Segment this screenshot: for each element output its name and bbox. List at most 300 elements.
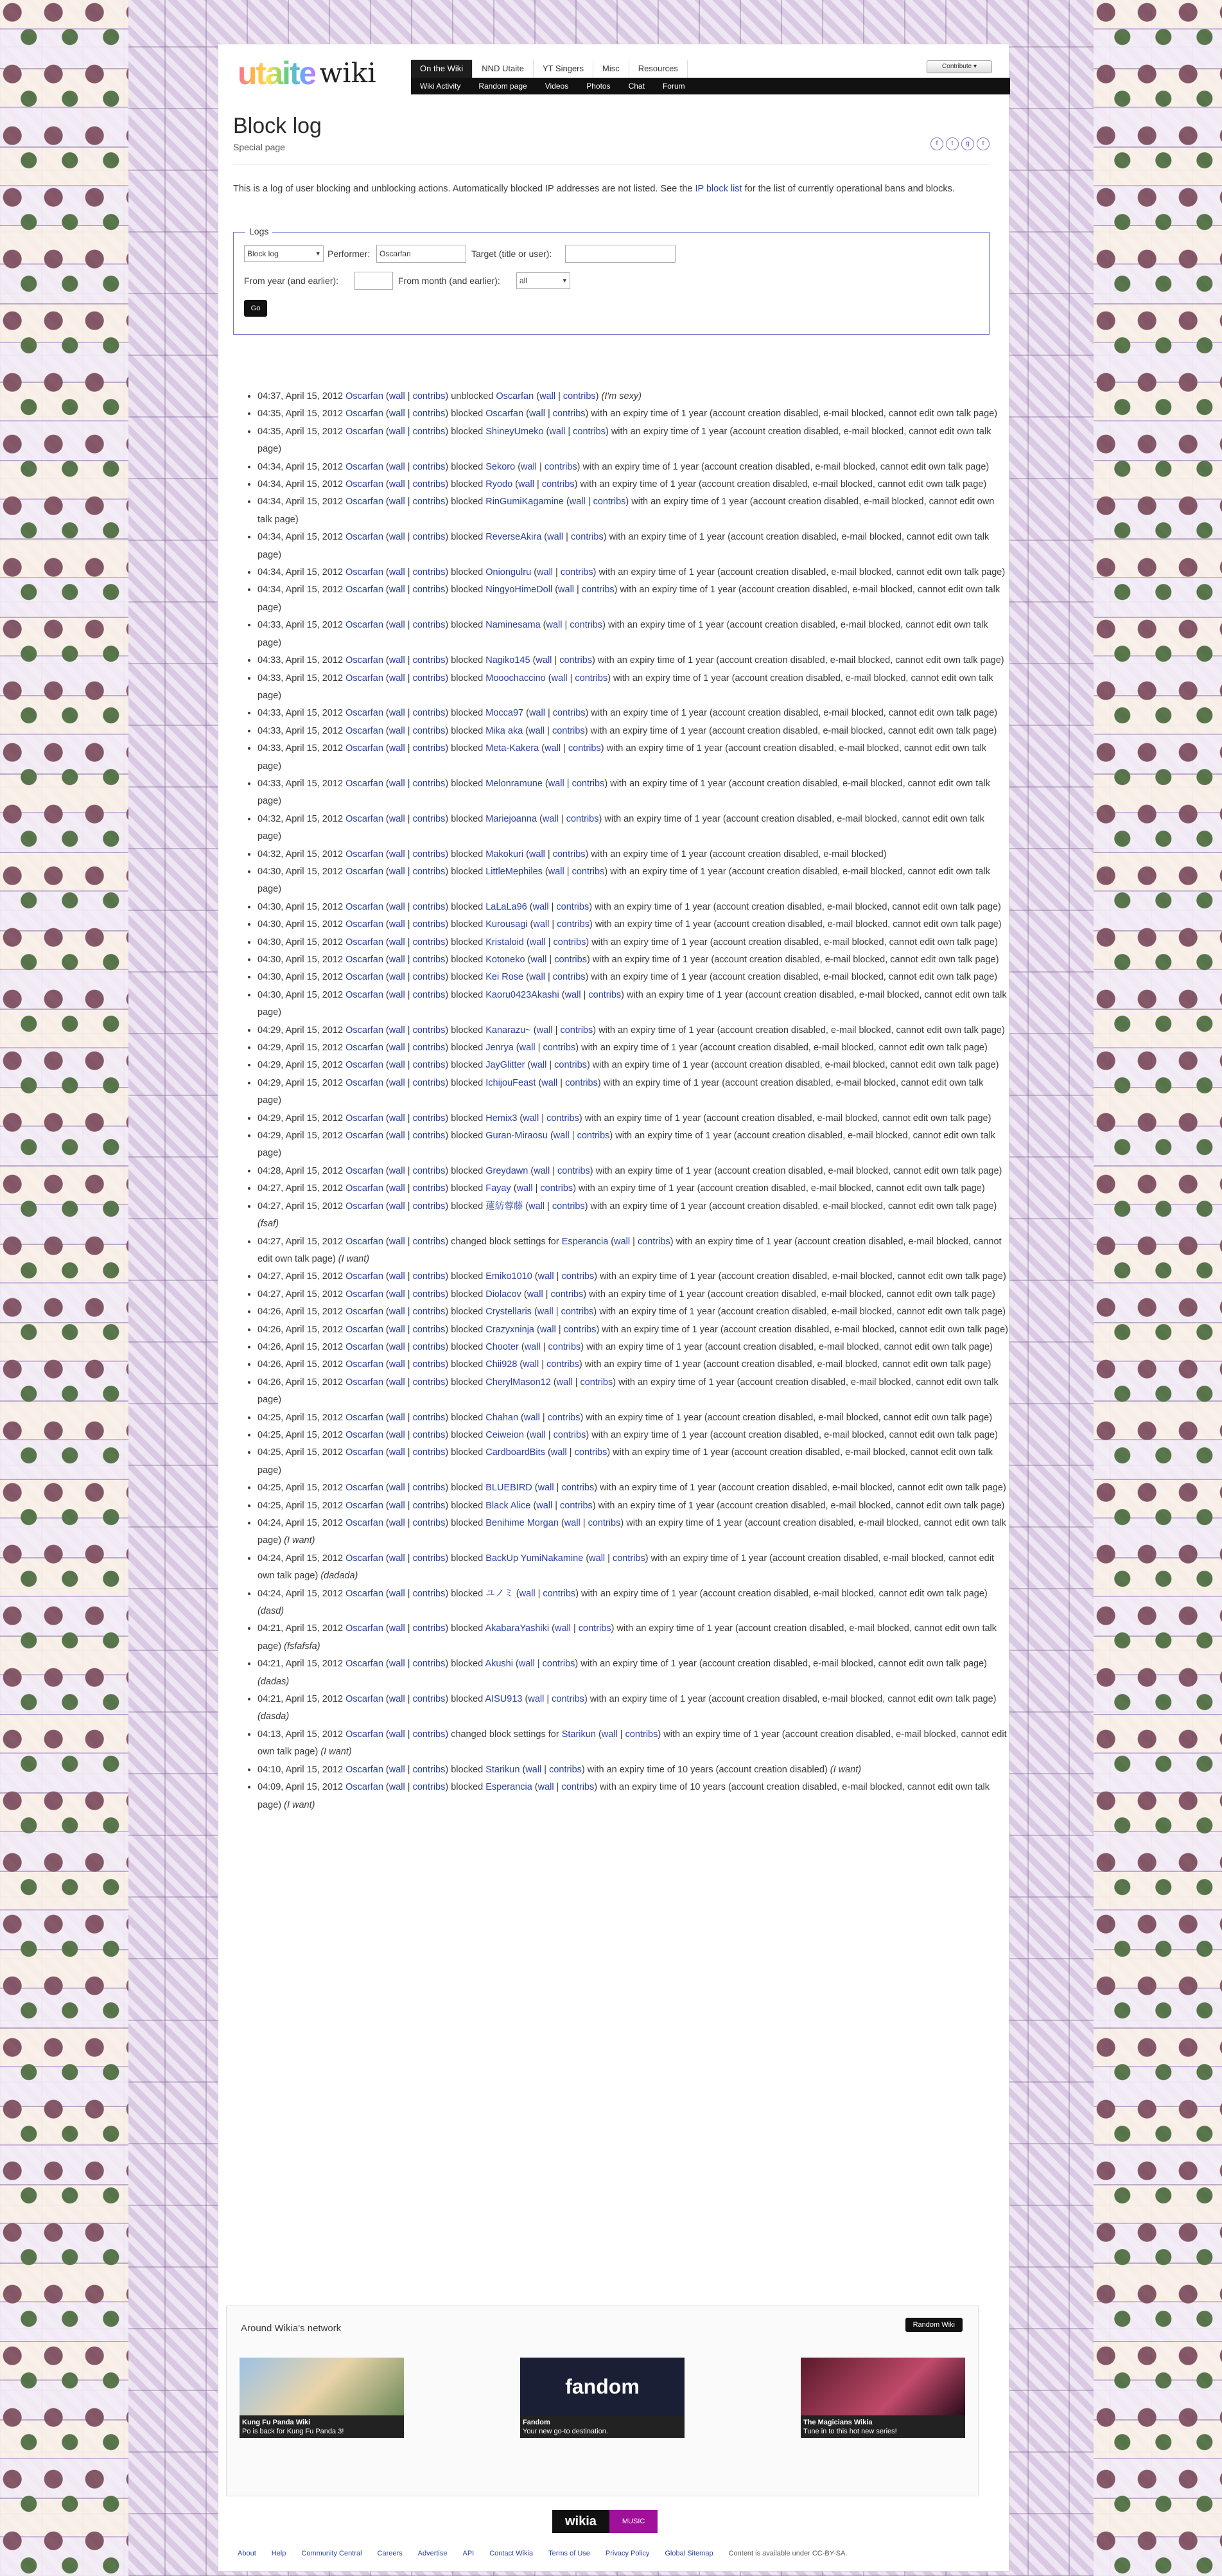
target-contribs-link[interactable]: contribs	[559, 655, 593, 666]
target-wall-link[interactable]: wall	[521, 461, 537, 472]
subnav-photos[interactable]: Photos	[586, 82, 611, 91]
target-wall-link[interactable]: wall	[589, 1553, 606, 1564]
performer-link[interactable]: Oscarfan	[345, 743, 383, 754]
performer-wall-link[interactable]: wall	[388, 1782, 405, 1793]
performer-link[interactable]: Oscarfan	[345, 1113, 383, 1124]
performer-wall-link[interactable]: wall	[388, 1307, 405, 1318]
performer-contribs-link[interactable]: contribs	[412, 1060, 446, 1071]
target-user-link[interactable]: Ceiweion	[485, 1429, 524, 1440]
performer-contribs-link[interactable]: contribs	[412, 391, 446, 401]
target-user-link[interactable]: Kristaloid	[485, 937, 524, 948]
target-contribs-link[interactable]: contribs	[561, 1483, 595, 1494]
target-user-link[interactable]: AkabaraYashiki	[485, 1623, 550, 1634]
target-wall-link[interactable]: wall	[541, 1077, 558, 1088]
target-contribs-link[interactable]: contribs	[540, 1183, 573, 1194]
target-wall-link[interactable]: wall	[558, 585, 575, 595]
performer-link[interactable]: Oscarfan	[345, 849, 383, 860]
target-contribs-link[interactable]: contribs	[541, 479, 575, 490]
performer-wall-link[interactable]: wall	[388, 778, 405, 789]
performer-contribs-link[interactable]: contribs	[412, 937, 446, 948]
target-contribs-link[interactable]: contribs	[549, 1764, 582, 1775]
performer-link[interactable]: Oscarfan	[345, 725, 383, 736]
performer-link[interactable]: Oscarfan	[345, 620, 383, 631]
performer-wall-link[interactable]: wall	[388, 919, 405, 930]
performer-contribs-link[interactable]: contribs	[412, 409, 446, 419]
target-user-link[interactable]: Oscarfan	[496, 391, 534, 401]
target-contribs-link[interactable]: contribs	[593, 497, 626, 507]
target-wall-link[interactable]: wall	[550, 1447, 567, 1458]
performer-contribs-link[interactable]: contribs	[412, 725, 446, 736]
target-wall-link[interactable]: wall	[528, 725, 545, 736]
performer-contribs-link[interactable]: contribs	[412, 1729, 446, 1740]
twitter-icon[interactable]: t	[946, 137, 959, 150]
performer-contribs-link[interactable]: contribs	[412, 1377, 446, 1388]
subnav-wiki-activity[interactable]: Wiki Activity	[420, 82, 461, 91]
performer-contribs-link[interactable]: contribs	[412, 1764, 446, 1775]
performer-link[interactable]: Oscarfan	[345, 1412, 383, 1423]
performer-contribs-link[interactable]: contribs	[412, 1201, 446, 1212]
performer-wall-link[interactable]: wall	[388, 1588, 405, 1599]
performer-contribs-link[interactable]: contribs	[412, 1518, 446, 1528]
performer-contribs-link[interactable]: contribs	[412, 1324, 446, 1335]
performer-wall-link[interactable]: wall	[388, 1236, 405, 1247]
performer-contribs-link[interactable]: contribs	[412, 673, 446, 684]
contribute-button[interactable]: Contribute ▾	[927, 60, 992, 73]
target-wall-link[interactable]: wall	[524, 1341, 541, 1352]
target-user-link[interactable]: Ryodo	[485, 479, 513, 490]
performer-wall-link[interactable]: wall	[388, 1077, 405, 1088]
nav-tab-on-the-wiki[interactable]: On the Wiki	[411, 60, 473, 78]
target-wall-link[interactable]: wall	[537, 1271, 554, 1282]
target-contribs-link[interactable]: contribs	[566, 813, 599, 824]
target-user-link[interactable]: Akushi	[485, 1659, 513, 1670]
target-wall-link[interactable]: wall	[537, 567, 554, 578]
target-user-link[interactable]: Crystellaris	[485, 1307, 532, 1318]
performer-contribs-link[interactable]: contribs	[412, 743, 446, 754]
performer-contribs-link[interactable]: contribs	[412, 1694, 446, 1705]
target-user-link[interactable]: ReverseAkira	[485, 532, 542, 543]
target-user-link[interactable]: Kurousagi	[485, 919, 528, 930]
performer-wall-link[interactable]: wall	[388, 1377, 405, 1388]
footer-link-global-sitemap[interactable]: Global Sitemap	[665, 2550, 713, 2557]
target-wall-link[interactable]: wall	[523, 1412, 540, 1423]
performer-wall-link[interactable]: wall	[388, 1025, 405, 1036]
performer-link[interactable]: Oscarfan	[345, 1659, 383, 1670]
performer-contribs-link[interactable]: contribs	[412, 1483, 446, 1494]
performer-wall-link[interactable]: wall	[388, 708, 405, 719]
target-user-link[interactable]: Oniongulru	[485, 567, 532, 578]
target-user-link[interactable]: Hemix3	[485, 1113, 518, 1124]
nav-tab-misc[interactable]: Misc	[593, 60, 629, 78]
target-user-link[interactable]: Kaoru0423Akashi	[485, 989, 559, 1000]
target-wall-link[interactable]: wall	[537, 1307, 554, 1318]
target-user-link[interactable]: Crazyxninja	[485, 1324, 534, 1335]
performer-link[interactable]: Oscarfan	[345, 655, 383, 666]
target-wall-link[interactable]: wall	[519, 1043, 536, 1054]
target-user-link[interactable]: LittleMephiles	[485, 866, 543, 877]
target-contribs-link[interactable]: contribs	[542, 1659, 575, 1670]
subnav-chat[interactable]: Chat	[628, 82, 645, 91]
target-wall-link[interactable]: wall	[528, 708, 545, 719]
performer-contribs-link[interactable]: contribs	[412, 813, 446, 824]
performer-link[interactable]: Oscarfan	[345, 1359, 383, 1370]
performer-link[interactable]: Oscarfan	[345, 567, 383, 578]
target-user-link[interactable]: IchijouFeast	[485, 1077, 536, 1088]
performer-contribs-link[interactable]: contribs	[412, 708, 446, 719]
target-contribs-link[interactable]: contribs	[561, 1271, 595, 1282]
performer-contribs-link[interactable]: contribs	[412, 1341, 446, 1352]
performer-link[interactable]: Oscarfan	[345, 1483, 383, 1494]
performer-contribs-link[interactable]: contribs	[412, 1183, 446, 1194]
target-contribs-link[interactable]: contribs	[560, 1500, 593, 1511]
performer-link[interactable]: Oscarfan	[345, 1729, 383, 1740]
performer-wall-link[interactable]: wall	[388, 1623, 405, 1634]
performer-link[interactable]: Oscarfan	[345, 1165, 383, 1176]
target-wall-link[interactable]: wall	[525, 1764, 542, 1775]
target-contribs-link[interactable]: contribs	[556, 901, 589, 912]
target-user-link[interactable]: JayGlitter	[485, 1060, 525, 1071]
performer-contribs-link[interactable]: contribs	[412, 1447, 446, 1458]
performer-wall-link[interactable]: wall	[388, 866, 405, 877]
target-user-link[interactable]: Kanarazu~	[485, 1025, 531, 1036]
target-contribs-link[interactable]: contribs	[553, 937, 586, 948]
performer-contribs-link[interactable]: contribs	[412, 1429, 446, 1440]
target-contribs-link[interactable]: contribs	[577, 1131, 610, 1142]
target-wall-link[interactable]: wall	[537, 1483, 554, 1494]
target-user-link[interactable]: RinGumiKagamine	[485, 497, 564, 507]
performer-link[interactable]: Oscarfan	[345, 1043, 383, 1054]
footer-link-about[interactable]: About	[238, 2550, 256, 2557]
target-user-link[interactable]: Mooochaccino	[485, 673, 546, 684]
target-wall-link[interactable]: wall	[548, 866, 564, 877]
performer-link[interactable]: Oscarfan	[345, 1341, 383, 1352]
target-input[interactable]	[565, 245, 676, 263]
target-wall-link[interactable]: wall	[530, 1060, 547, 1071]
performer-contribs-link[interactable]: contribs	[412, 1165, 446, 1176]
target-user-link[interactable]: Kei Rose	[485, 972, 524, 983]
target-contribs-link[interactable]: contribs	[554, 955, 587, 965]
target-wall-link[interactable]: wall	[528, 849, 545, 860]
target-wall-link[interactable]: wall	[564, 989, 581, 1000]
performer-wall-link[interactable]: wall	[388, 743, 405, 754]
target-user-link[interactable]: Greydawn	[485, 1165, 528, 1176]
performer-wall-link[interactable]: wall	[388, 461, 405, 472]
target-wall-link[interactable]: wall	[539, 1324, 556, 1335]
performer-contribs-link[interactable]: contribs	[412, 532, 446, 543]
month-select[interactable]: all ▾	[516, 272, 570, 289]
performer-link[interactable]: Oscarfan	[345, 1782, 383, 1793]
performer-input[interactable]: Oscarfan	[376, 245, 466, 263]
tumblr-icon[interactable]: t	[977, 137, 990, 150]
target-wall-link[interactable]: wall	[537, 1782, 554, 1793]
nav-tab-nnd-utaite[interactable]: NND Utaite	[473, 60, 534, 78]
performer-wall-link[interactable]: wall	[388, 1359, 405, 1370]
performer-link[interactable]: Oscarfan	[345, 1553, 383, 1564]
target-wall-link[interactable]: wall	[549, 426, 566, 437]
performer-wall-link[interactable]: wall	[388, 585, 405, 595]
performer-link[interactable]: Oscarfan	[345, 1307, 383, 1318]
performer-link[interactable]: Oscarfan	[345, 532, 383, 543]
performer-link[interactable]: Oscarfan	[345, 1183, 383, 1194]
target-contribs-link[interactable]: contribs	[573, 426, 606, 437]
performer-contribs-link[interactable]: contribs	[412, 585, 446, 595]
network-card-kungfu[interactable]	[240, 2358, 404, 2438]
performer-link[interactable]: Oscarfan	[345, 479, 383, 490]
target-user-link[interactable]: Mariejoanna	[485, 813, 537, 824]
performer-wall-link[interactable]: wall	[388, 1729, 405, 1740]
target-wall-link[interactable]: wall	[528, 1694, 545, 1705]
performer-wall-link[interactable]: wall	[388, 1764, 405, 1775]
target-wall-link[interactable]: wall	[536, 1500, 553, 1511]
performer-contribs-link[interactable]: contribs	[412, 1782, 446, 1793]
target-wall-link[interactable]: wall	[551, 673, 568, 684]
target-contribs-link[interactable]: contribs	[561, 1307, 594, 1318]
performer-contribs-link[interactable]: contribs	[412, 1359, 446, 1370]
target-contribs-link[interactable]: contribs	[546, 1113, 579, 1124]
subnav-forum[interactable]: Forum	[662, 82, 685, 91]
footer-link-contact-wikia[interactable]: Contact Wikia	[489, 2550, 534, 2557]
target-contribs-link[interactable]: contribs	[563, 391, 596, 401]
target-wall-link[interactable]: wall	[518, 479, 534, 490]
target-contribs-link[interactable]: contribs	[580, 1377, 613, 1388]
target-contribs-link[interactable]: contribs	[612, 1553, 645, 1564]
performer-wall-link[interactable]: wall	[388, 1113, 405, 1124]
performer-link[interactable]: Oscarfan	[345, 866, 383, 877]
performer-wall-link[interactable]: wall	[388, 655, 405, 666]
performer-wall-link[interactable]: wall	[388, 1659, 405, 1670]
performer-contribs-link[interactable]: contribs	[412, 901, 446, 912]
target-wall-link[interactable]: wall	[536, 655, 552, 666]
target-user-link[interactable]: ユノミ	[485, 1588, 514, 1599]
performer-link[interactable]: Oscarfan	[345, 989, 383, 1000]
footer-link-api[interactable]: API	[462, 2550, 475, 2557]
target-wall-link[interactable]: wall	[614, 1236, 631, 1247]
performer-link[interactable]: Oscarfan	[345, 813, 383, 824]
target-user-link[interactable]: Esperancia	[561, 1236, 609, 1247]
target-contribs-link[interactable]: contribs	[563, 1324, 597, 1335]
target-user-link[interactable]: Makokuri	[485, 849, 524, 860]
network-card-magicians[interactable]	[801, 2358, 965, 2438]
target-contribs-link[interactable]: contribs	[578, 1623, 611, 1634]
performer-link[interactable]: Oscarfan	[345, 1324, 383, 1335]
year-input[interactable]	[354, 272, 393, 290]
performer-link[interactable]: Oscarfan	[345, 1025, 383, 1036]
target-user-link[interactable]: Chahan	[485, 1412, 519, 1423]
performer-contribs-link[interactable]: contribs	[412, 1289, 446, 1300]
target-user-link[interactable]: BLUEBIRD	[485, 1483, 532, 1494]
performer-link[interactable]: Oscarfan	[345, 1289, 383, 1300]
target-contribs-link[interactable]: contribs	[574, 1447, 607, 1458]
performer-link[interactable]: Oscarfan	[345, 1518, 383, 1528]
performer-wall-link[interactable]: wall	[388, 426, 405, 437]
target-user-link[interactable]: Mika aka	[485, 725, 523, 736]
performer-contribs-link[interactable]: contribs	[412, 461, 446, 472]
performer-link[interactable]: Oscarfan	[345, 585, 383, 595]
target-contribs-link[interactable]: contribs	[550, 1289, 584, 1300]
performer-link[interactable]: Oscarfan	[345, 409, 383, 419]
performer-wall-link[interactable]: wall	[388, 901, 405, 912]
performer-contribs-link[interactable]: contribs	[412, 655, 446, 666]
performer-link[interactable]: Oscarfan	[345, 1694, 383, 1705]
target-wall-link[interactable]: wall	[523, 1359, 539, 1370]
subnav-videos[interactable]: Videos	[545, 82, 569, 91]
performer-link[interactable]: Oscarfan	[345, 708, 383, 719]
performer-contribs-link[interactable]: contribs	[412, 778, 446, 789]
target-user-link[interactable]: AISU913	[485, 1694, 523, 1705]
target-user-link[interactable]: Meta-Kakera	[485, 743, 539, 754]
performer-contribs-link[interactable]: contribs	[412, 1588, 446, 1599]
performer-contribs-link[interactable]: contribs	[412, 1553, 446, 1564]
performer-contribs-link[interactable]: contribs	[412, 1500, 446, 1511]
performer-contribs-link[interactable]: contribs	[412, 620, 446, 631]
performer-contribs-link[interactable]: contribs	[412, 426, 446, 437]
target-user-link[interactable]: LaLaLa96	[485, 901, 527, 912]
performer-wall-link[interactable]: wall	[388, 849, 405, 860]
target-wall-link[interactable]: wall	[532, 901, 549, 912]
target-contribs-link[interactable]: contribs	[552, 849, 586, 860]
network-card-fandom[interactable]	[520, 2358, 685, 2438]
performer-link[interactable]: Oscarfan	[345, 972, 383, 983]
target-user-link[interactable]: 蓮紡蓉藤	[485, 1201, 523, 1212]
target-user-link[interactable]: Fayay	[485, 1183, 511, 1194]
target-wall-link[interactable]: wall	[553, 1131, 570, 1142]
nav-tab-yt-singers[interactable]: YT Singers	[534, 60, 593, 78]
target-contribs-link[interactable]: contribs	[552, 972, 586, 983]
target-wall-link[interactable]: wall	[556, 1377, 573, 1388]
target-user-link[interactable]: CardboardBits	[485, 1447, 545, 1458]
performer-link[interactable]: Oscarfan	[345, 1764, 383, 1775]
performer-link[interactable]: Oscarfan	[345, 901, 383, 912]
performer-wall-link[interactable]: wall	[388, 813, 405, 824]
performer-wall-link[interactable]: wall	[388, 391, 405, 401]
performer-link[interactable]: Oscarfan	[345, 497, 383, 507]
performer-wall-link[interactable]: wall	[388, 1500, 405, 1511]
performer-link[interactable]: Oscarfan	[345, 1429, 383, 1440]
subnav-random-page[interactable]: Random page	[478, 82, 527, 91]
target-contribs-link[interactable]: contribs	[572, 778, 605, 789]
performer-wall-link[interactable]: wall	[388, 1324, 405, 1335]
performer-contribs-link[interactable]: contribs	[412, 972, 446, 983]
target-user-link[interactable]: BackUp YumiNakamine	[485, 1553, 584, 1564]
target-user-link[interactable]: Jenrya	[485, 1043, 514, 1054]
footer-link-community-central[interactable]: Community Central	[301, 2550, 362, 2557]
performer-contribs-link[interactable]: contribs	[412, 955, 446, 965]
target-wall-link[interactable]: wall	[518, 1659, 535, 1670]
target-user-link[interactable]: Kotoneko	[485, 955, 525, 965]
performer-contribs-link[interactable]: contribs	[412, 1623, 446, 1634]
target-wall-link[interactable]: wall	[542, 813, 559, 824]
footer-link-careers[interactable]: Careers	[377, 2550, 403, 2557]
performer-wall-link[interactable]: wall	[388, 989, 405, 1000]
performer-contribs-link[interactable]: contribs	[412, 989, 446, 1000]
target-wall-link[interactable]: wall	[546, 620, 563, 631]
target-user-link[interactable]: Melonramune	[485, 778, 543, 789]
footer-link-advertise[interactable]: Advertise	[417, 2550, 448, 2557]
target-wall-link[interactable]: wall	[554, 1623, 571, 1634]
target-wall-link[interactable]: wall	[564, 1518, 580, 1528]
target-contribs-link[interactable]: contribs	[560, 1025, 593, 1036]
performer-wall-link[interactable]: wall	[388, 1553, 405, 1564]
performer-link[interactable]: Oscarfan	[345, 1588, 383, 1599]
performer-contribs-link[interactable]: contribs	[412, 919, 446, 930]
target-contribs-link[interactable]: contribs	[552, 1201, 585, 1212]
performer-contribs-link[interactable]: contribs	[412, 1659, 446, 1670]
target-contribs-link[interactable]: contribs	[625, 1729, 658, 1740]
performer-link[interactable]: Oscarfan	[345, 1271, 383, 1282]
target-wall-link[interactable]: wall	[545, 743, 561, 754]
target-contribs-link[interactable]: contribs	[543, 1588, 576, 1599]
target-contribs-link[interactable]: contribs	[554, 1060, 587, 1071]
performer-contribs-link[interactable]: contribs	[412, 479, 446, 490]
target-wall-link[interactable]: wall	[530, 955, 547, 965]
nav-tab-resources[interactable]: Resources	[629, 60, 688, 78]
performer-link[interactable]: Oscarfan	[345, 1377, 383, 1388]
performer-link[interactable]: Oscarfan	[345, 919, 383, 930]
wikia-music-badge[interactable]	[552, 2510, 658, 2533]
performer-wall-link[interactable]: wall	[388, 1483, 405, 1494]
target-contribs-link[interactable]: contribs	[565, 1077, 598, 1088]
performer-link[interactable]: Oscarfan	[345, 1060, 383, 1071]
target-user-link[interactable]: Starikun	[561, 1729, 596, 1740]
target-contribs-link[interactable]: contribs	[570, 532, 604, 543]
target-wall-link[interactable]: wall	[569, 497, 586, 507]
performer-contribs-link[interactable]: contribs	[412, 849, 446, 860]
performer-wall-link[interactable]: wall	[388, 1429, 405, 1440]
performer-wall-link[interactable]: wall	[388, 409, 405, 419]
performer-wall-link[interactable]: wall	[388, 497, 405, 507]
target-user-link[interactable]: Black Alice	[485, 1500, 531, 1511]
performer-contribs-link[interactable]: contribs	[412, 1043, 446, 1054]
performer-wall-link[interactable]: wall	[388, 1271, 405, 1282]
target-user-link[interactable]: Benihime Morgan	[485, 1518, 559, 1528]
footer-link-privacy-policy[interactable]: Privacy Policy	[605, 2550, 650, 2557]
target-user-link[interactable]: Sekoro	[485, 461, 516, 472]
performer-contribs-link[interactable]: contribs	[412, 1113, 446, 1124]
target-contribs-link[interactable]: contribs	[588, 989, 622, 1000]
target-wall-link[interactable]: wall	[516, 1183, 533, 1194]
target-contribs-link[interactable]: contribs	[570, 620, 603, 631]
performer-link[interactable]: Oscarfan	[345, 673, 383, 684]
performer-link[interactable]: Oscarfan	[345, 1201, 383, 1212]
target-user-link[interactable]: Naminesama	[485, 620, 541, 631]
target-user-link[interactable]: Emiko1010	[485, 1271, 532, 1282]
target-wall-link[interactable]: wall	[529, 937, 546, 948]
performer-link[interactable]: Oscarfan	[345, 426, 383, 437]
performer-link[interactable]: Oscarfan	[345, 1447, 383, 1458]
go-button[interactable]: Go	[244, 300, 267, 317]
performer-wall-link[interactable]: wall	[388, 955, 405, 965]
target-contribs-link[interactable]: contribs	[552, 1694, 584, 1705]
performer-wall-link[interactable]: wall	[388, 1694, 405, 1705]
target-wall-link[interactable]: wall	[536, 1025, 553, 1036]
target-contribs-link[interactable]: contribs	[568, 743, 601, 754]
target-user-link[interactable]: Oscarfan	[485, 409, 524, 419]
target-user-link[interactable]: Esperancia	[485, 1782, 532, 1793]
performer-wall-link[interactable]: wall	[388, 1289, 405, 1300]
target-user-link[interactable]: Chooter	[485, 1341, 519, 1352]
performer-contribs-link[interactable]: contribs	[412, 1131, 446, 1142]
target-contribs-link[interactable]: contribs	[552, 708, 586, 719]
target-wall-link[interactable]: wall	[527, 1289, 543, 1300]
target-wall-link[interactable]: wall	[528, 1201, 545, 1212]
log-type-select[interactable]: Block log ▾	[244, 245, 324, 262]
target-wall-link[interactable]: wall	[519, 1588, 536, 1599]
target-wall-link[interactable]: wall	[529, 1429, 546, 1440]
wiki-logo[interactable]	[238, 57, 376, 89]
performer-wall-link[interactable]: wall	[388, 1165, 405, 1176]
performer-link[interactable]: Oscarfan	[345, 1500, 383, 1511]
performer-contribs-link[interactable]: contribs	[412, 866, 446, 877]
